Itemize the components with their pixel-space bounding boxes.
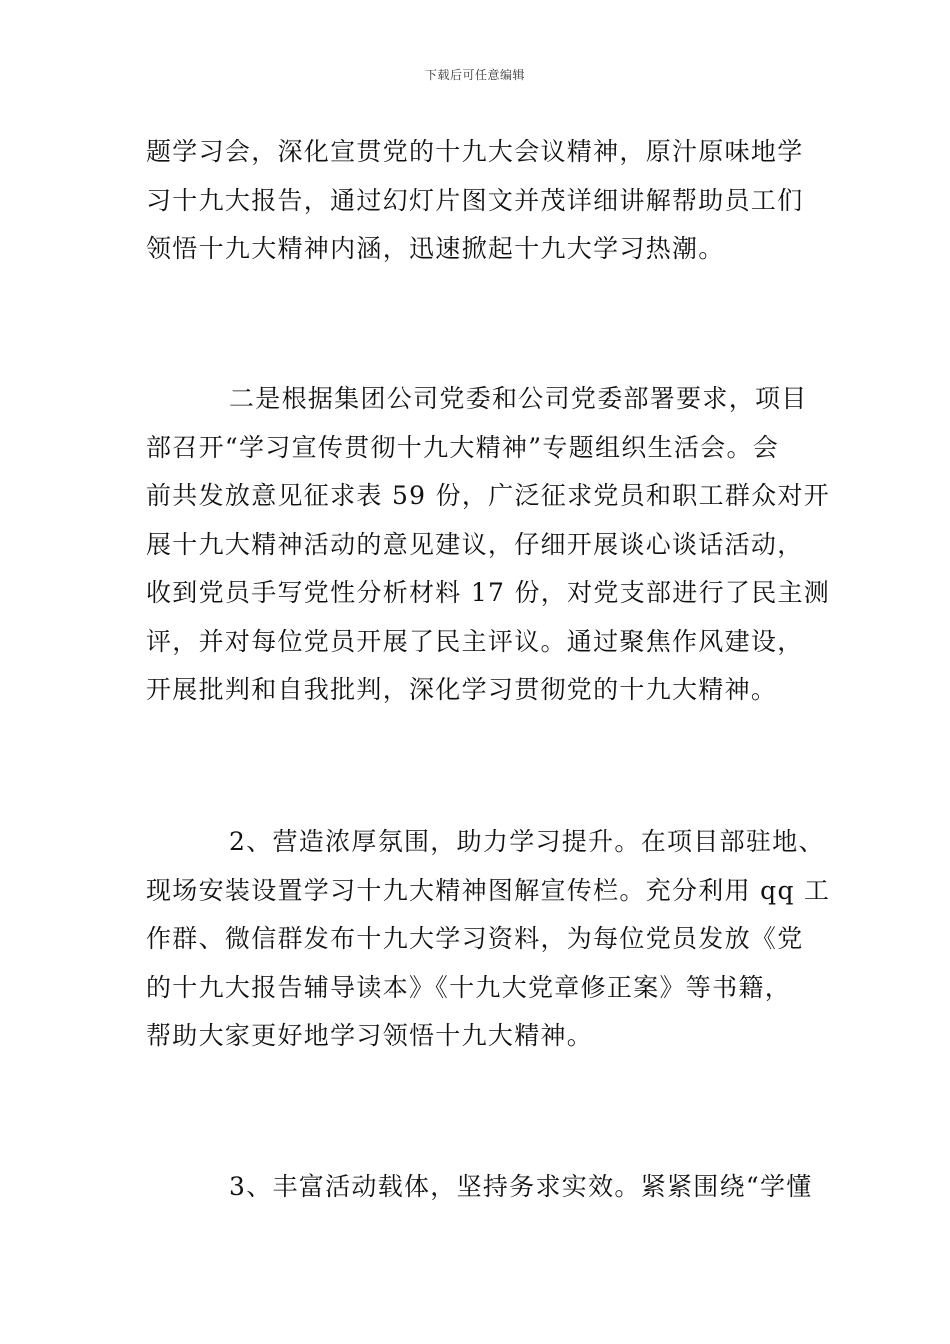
header-note: 下载后可任意编辑	[424, 68, 525, 82]
paragraph-line: 现场安装设置学习十九大精神图解宣传栏。充分利用 qq 工	[146, 875, 831, 905]
paragraph-line: 开展批判和自我批判，深化学习贯彻党的十九大精神。	[146, 675, 778, 704]
paragraph-line: 评，并对每位党员开展了民主评议。通过聚焦作风建设，	[146, 626, 804, 656]
paragraph-line: 展十九大精神活动的意见建议，仔细开展谈心谈话活动，	[146, 529, 804, 559]
paragraph-line: 部召开“学习宣传贯彻十九大精神”专题组织生活会。会	[146, 432, 780, 462]
paragraph-line: 二是根据集团公司党委和公司党委部署要求，项目	[229, 384, 808, 413]
paragraph-line: 领悟十九大精神内涵，迅速掀起十九大学习热潮。	[146, 234, 725, 263]
paragraph-line: 2、营造浓厚氛围，助力学习提升。在项目部驻地、	[229, 827, 825, 856]
paragraph-line: 作群、微信群发布十九大学习资料，为每位党员发放《党	[146, 924, 804, 953]
paragraph-line: 的十九大报告辅导读本》《十九大党章修正案》等书籍，	[146, 972, 792, 1002]
paragraph-4	[146, 1163, 813, 1212]
paragraph-3	[146, 818, 831, 1061]
paragraph-line: 3、丰富活动载体，坚持务求实效。紧紧围绕“学懂	[229, 1172, 813, 1201]
paragraph-line: 习十九大报告，通过幻灯片图文并茂详细讲解帮助员工们	[146, 185, 804, 215]
paragraph-1	[146, 128, 810, 274]
paragraph-line: 题学习会，深化宣贯党的十九大会议精神，原汁原味地学	[146, 137, 804, 166]
paragraph-line: 帮助大家更好地学习领悟十九大精神。	[146, 1021, 594, 1050]
paragraph-line: 前共发放意见征求表 59 份，广泛征求党员和职工群众对开	[146, 481, 831, 510]
paragraph-2	[146, 375, 831, 715]
paragraph-line: 收到党员手写党性分析材料 17 份，对党支部进行了民主测	[146, 578, 831, 607]
